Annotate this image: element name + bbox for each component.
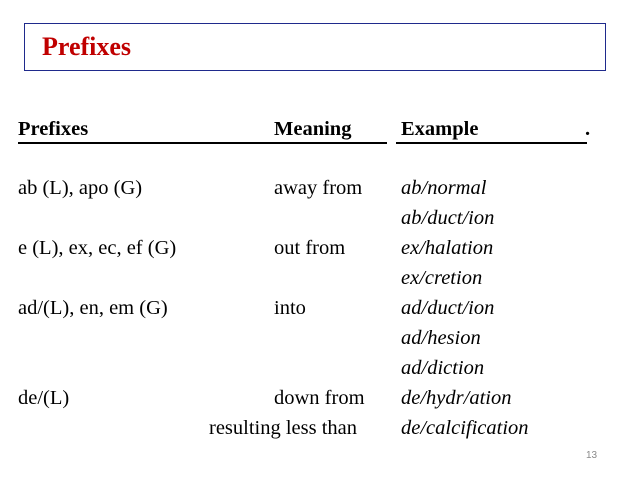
meaning-resulting-less-than: resulting less than (209, 417, 358, 439)
example-addiction: ad/diction (401, 357, 485, 379)
example-dehydration: de/hydr/ation (401, 387, 512, 409)
prefix-ab: ab (L), apo (G) (18, 177, 143, 199)
example-abnormal: ab/normal (401, 177, 487, 199)
meaning-into: into (274, 297, 306, 319)
example-abduction: ab/duct/ion (401, 207, 495, 229)
prefix-de: de/(L) (18, 387, 70, 409)
header-prefixes: Prefixes (18, 118, 89, 140)
example-excretion: ex/cretion (401, 267, 483, 289)
header-example: Example (401, 118, 479, 140)
example-adhesion: ad/hesion (401, 327, 481, 349)
example-adduction: ad/duct/ion (401, 297, 495, 319)
example-decalcification: de/calcification (401, 417, 529, 439)
meaning-out-from: out from (274, 237, 346, 259)
slide-number: 13 (586, 450, 598, 461)
meaning-away-from: away from (274, 177, 363, 199)
header-underline-right (396, 142, 587, 144)
header-meaning: Meaning (274, 118, 352, 140)
prefix-ad: ad/(L), en, em (G) (18, 297, 168, 319)
meaning-down-from: down from (274, 387, 365, 409)
title-box (24, 23, 606, 71)
example-exhalation: ex/halation (401, 237, 494, 259)
slide-title: Prefixes (42, 32, 132, 61)
header-underline-left (18, 142, 387, 144)
header-trailing-dot: . (585, 118, 591, 140)
prefix-e: e (L), ex, ec, ef (G) (18, 237, 177, 259)
